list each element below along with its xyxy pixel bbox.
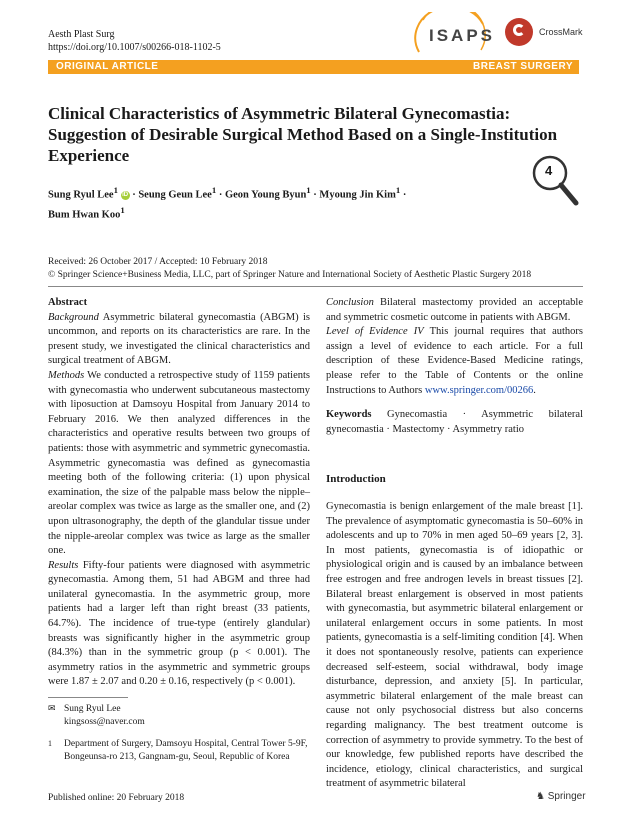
isaps-logo	[413, 12, 496, 58]
magnifier-icon	[528, 153, 582, 211]
divider	[48, 286, 583, 287]
section-right: BREAST SURGERY	[473, 61, 573, 72]
article-title: Clinical Characteristics of Asymmetric Bilateral Gynecomastia: Suggestion of Desirable Surgical Method Based on a Single-Institution Experience	[48, 104, 558, 165]
journal-header	[48, 28, 221, 54]
envelope-icon: ✉	[48, 704, 56, 714]
abstract-continued	[326, 296, 583, 437]
level-of-evidence: Level of Evidence IV This journal requires that authors assign a level of evidence to each article. For a full description of these Evidence-Based Medicine ratings, please refer to the Table of Contents or the online Instructions to Authors www.springer.com/00266.	[326, 326, 583, 396]
received-date: Received: 26 October 2017 / Accepted: 10 February 2018	[48, 257, 268, 267]
email[interactable]: kingsoss@naver.com	[64, 716, 145, 727]
author-name[interactable]: Sung Ryul Lee	[48, 189, 114, 201]
published-date: Published online: 20 February 2018	[48, 793, 185, 803]
springer-link[interactable]: www.springer.com/00266	[424, 384, 534, 396]
crossmark-button[interactable]	[505, 18, 583, 46]
affiliation: 1 Department of Surgery, Damsoyu Hospital, Central Tower 5-9F, Bongeunsa-ro 213, Gangnam-gu, Seoul, Republic of Korea	[48, 739, 308, 762]
introduction-heading: Introduction	[326, 473, 386, 485]
footnote-divider	[48, 697, 128, 698]
isaps-label: ISAPS	[429, 26, 496, 45]
evidence-level-badge	[528, 153, 582, 211]
journal-name: Aesth Plast Surg	[48, 29, 115, 40]
author-list: Sung Ryul Lee$^1$ iD · Seung Geun Lee$^1$ · Geon Young Byun$^1$ · Myoung Jin Kim$^1$ · Bum Hwan Koo$^1$	[48, 185, 407, 220]
author-name[interactable]: Bum Hwan Koo	[48, 209, 121, 220]
section-banner	[48, 60, 579, 74]
abstract-methods: Methods We conducted a retrospective study of 1159 patients with gynecomastia who underwent subcutaneous mastectomy with liposuction at Damsoyu Hospital from January 2014 to February 2016. We then analyzed differences in the characteristics and operative results between two groups of patients: those with asymmetric and symmetric gynecomastia. Asymmetric gynecomastia was defined as gynecomastia meeting both of the following criteria: (1) upon physical examination, the size of the palpable mass below the nipple–areolar complex was twice as large as the smaller one, and (2) upon ultrasonography, the depth of the glandular tissue under the nipple-areolar complex was twice as large as the smaller one.	[48, 369, 310, 557]
introduction-body: Gynecomastia is benign enlargement of the male breast [1]. The prevalence of asymptomatic gynecomastia is 50–60% in adolescents and up to 70% in men aged 50–69 years [2, 3]. In most patients, gynecomastia is of idiopathic or physiological origin and is caused by an imbalance between free estrogen and free androgen levels in breast tissues [2]. Bilateral breast enlargement is observed in most patients with gynecomastia, but asymmetric bilateral enlargement or unilateral enlargement occurs in some patients. In most patients, gynecomastia is a self-limiting condition [4]. When it does not spontaneously resolve, patients can experience decreased self-esteem, social withdrawal, body image disturbance, depression, and anxiety [5]. In particular, asymmetric bilateral enlargement of the male breast can cause not only psychosocial distress but also concerns regarding malignancy. The best treatment outcome is correction of asymmetry to provide symmetry. To the best of our knowledge, few published reports have described the incidence, etiology, clinical characteristics, and surgical treatment of asymmetric bilateral	[326, 501, 583, 790]
orcid-icon[interactable]: iD	[122, 191, 129, 198]
springer-horse-icon: ♞	[536, 791, 545, 802]
abstract-conclusion: Conclusion Bilateral mastectomy provided an acceptable and symmetric cosmetic outcome in patients with ABGM.	[326, 297, 583, 323]
keywords: Keywords Gynecomastia · Asymmetric bilateral gynecomastia · Mastectomy · Asymmetry ratio	[326, 409, 583, 435]
evidence-number: 4	[545, 163, 553, 178]
crossmark-label: CrossMark	[539, 27, 583, 37]
abstract-background: Background Asymmetric bilateral gynecomastia (ABGM) is uncommon, and reports on its characteristics are rare. In the present study, we investigated the clinical characteristics and surgical treatment of ABGM.	[48, 311, 310, 367]
corresponding-author: ✉ Sung Ryul Lee kingsoss@naver.com	[48, 703, 310, 728]
section-left: ORIGINAL ARTICLE	[56, 61, 159, 72]
springer-logo: ♞ Springer	[536, 791, 586, 802]
abstract	[48, 296, 310, 690]
correspondence	[48, 703, 310, 763]
abstract-results: Results Fifty-four patients were diagnosed with asymmetric gynecomastia. Among them, 51 had ABGM and three had unilateral gynecomastia. In the asymmetric group, more patients had a larger left than right breast (33 patients, 64.7%). The incidence of true-type (entirely glandular) breasts was significantly higher in the asymmetric group (84.3%) than in the symmetric group (p < 0.001). The asymmetry ratios in the asymmetric and symmetric groups were 1.87 ± 2.07 and 0.20 ± 0.16, respectively (p < 0.001).	[48, 559, 310, 688]
crossmark-icon	[505, 18, 533, 46]
copyright: © Springer Science+Business Media, LLC, part of Springer Nature and International Society of Aesthetic Plastic Surgery 2018	[48, 269, 532, 280]
abstract-heading: Abstract	[48, 297, 88, 308]
doi-link[interactable]: https://doi.org/10.1007/s00266-018-1102-5	[48, 42, 221, 53]
article-dates	[48, 256, 588, 281]
